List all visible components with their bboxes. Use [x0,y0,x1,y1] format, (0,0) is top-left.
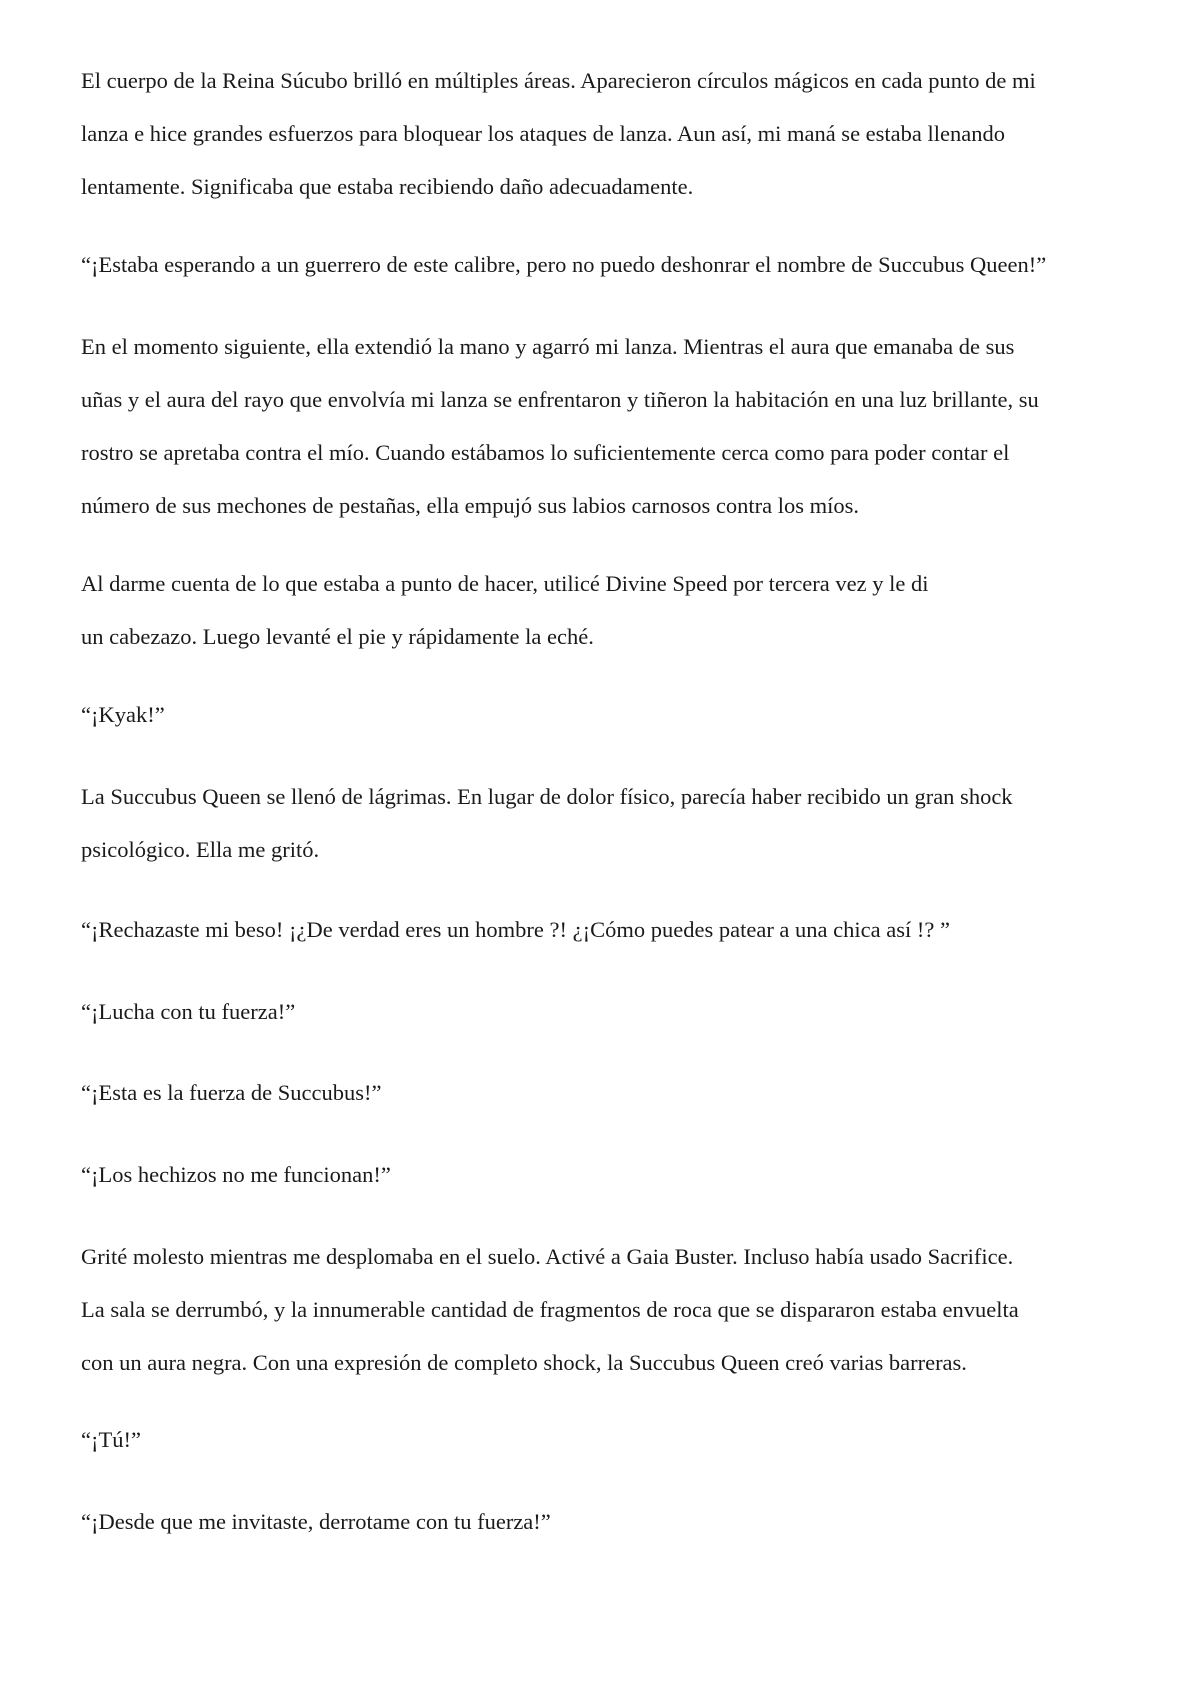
paragraph-13 [81,1495,551,1548]
text-line: número de sus mechones de pestañas, ella empujó sus labios carnosos contra los míos. [81,493,859,518]
text-line: La Succubus Queen se llenó de lágrimas. En lugar de dolor físico, parecía haber recibido un gran shock [81,784,1013,809]
text-line: lanza e hice grandes esfuerzos para bloquear los ataques de lanza. Aun así, mi maná se estaba llenando [81,121,1005,146]
text-line: La sala se derrumbó, y la innumerable cantidad de fragmentos de roca que se dispararon estaba envuelta [81,1297,1019,1322]
paragraph-11 [81,1230,1019,1389]
text-line: “¡Tú!” [81,1427,141,1452]
paragraph-1 [81,54,1036,213]
paragraph-7 [81,903,950,956]
paragraph-8 [81,985,295,1038]
text-line: un cabezazo. Luego levanté el pie y rápidamente la eché. [81,624,594,649]
text-line: “¡Los hechizos no me funcionan!” [81,1162,391,1187]
paragraph-12 [81,1413,141,1466]
text-line: En el momento siguiente, ella extendió la mano y agarró mi lanza. Mientras el aura que emanaba de sus [81,334,1015,359]
paragraph-5 [81,688,165,741]
paragraph-10 [81,1148,391,1201]
text-line: lentamente. Significaba que estaba recibiendo daño adecuadamente. [81,174,694,199]
text-line: psicológico. Ella me gritó. [81,837,320,862]
text-line: “¡Desde que me invitaste, derrotame con tu fuerza!” [81,1509,551,1534]
text-line: “¡Estaba esperando a un guerrero de este calibre, pero no puedo deshonrar el nombre de Succubus Queen!” [81,252,1047,277]
paragraph-3 [81,320,1039,532]
text-line: Grité molesto mientras me desplomaba en el suelo. Activé a Gaia Buster. Incluso había usado Sacrifice. [81,1244,1014,1269]
text-line: “¡Kyak!” [81,702,165,727]
text-line: “¡Lucha con tu fuerza!” [81,999,296,1024]
text-line: Al darme cuenta de lo que estaba a punto de hacer, utilicé Divine Speed por tercera vez y le di [81,571,929,596]
paragraph-9 [81,1066,381,1119]
text-line: “¡Rechazaste mi beso! ¡¿De verdad eres un hombre ?! ¿¡Cómo puedes patear a una chica así !? ” [81,917,950,942]
text-line: “¡Esta es la fuerza de Succubus!” [81,1080,382,1105]
text-line: El cuerpo de la Reina Súcubo brilló en múltiples áreas. Aparecieron círculos mágicos en cada punto de mi [81,68,1036,93]
text-line: rostro se apretaba contra el mío. Cuando estábamos lo suficientemente cerca como para poder contar el [81,440,1010,465]
text-line: uñas y el aura del rayo que envolvía mi lanza se enfrentaron y tiñeron la habitación en una luz brillante, su [81,387,1039,412]
paragraph-6 [81,770,1013,876]
paragraph-4 [81,557,929,663]
paragraph-2 [81,238,1046,291]
text-line: con un aura negra. Con una expresión de completo shock, la Succubus Queen creó varias barreras. [81,1350,967,1375]
